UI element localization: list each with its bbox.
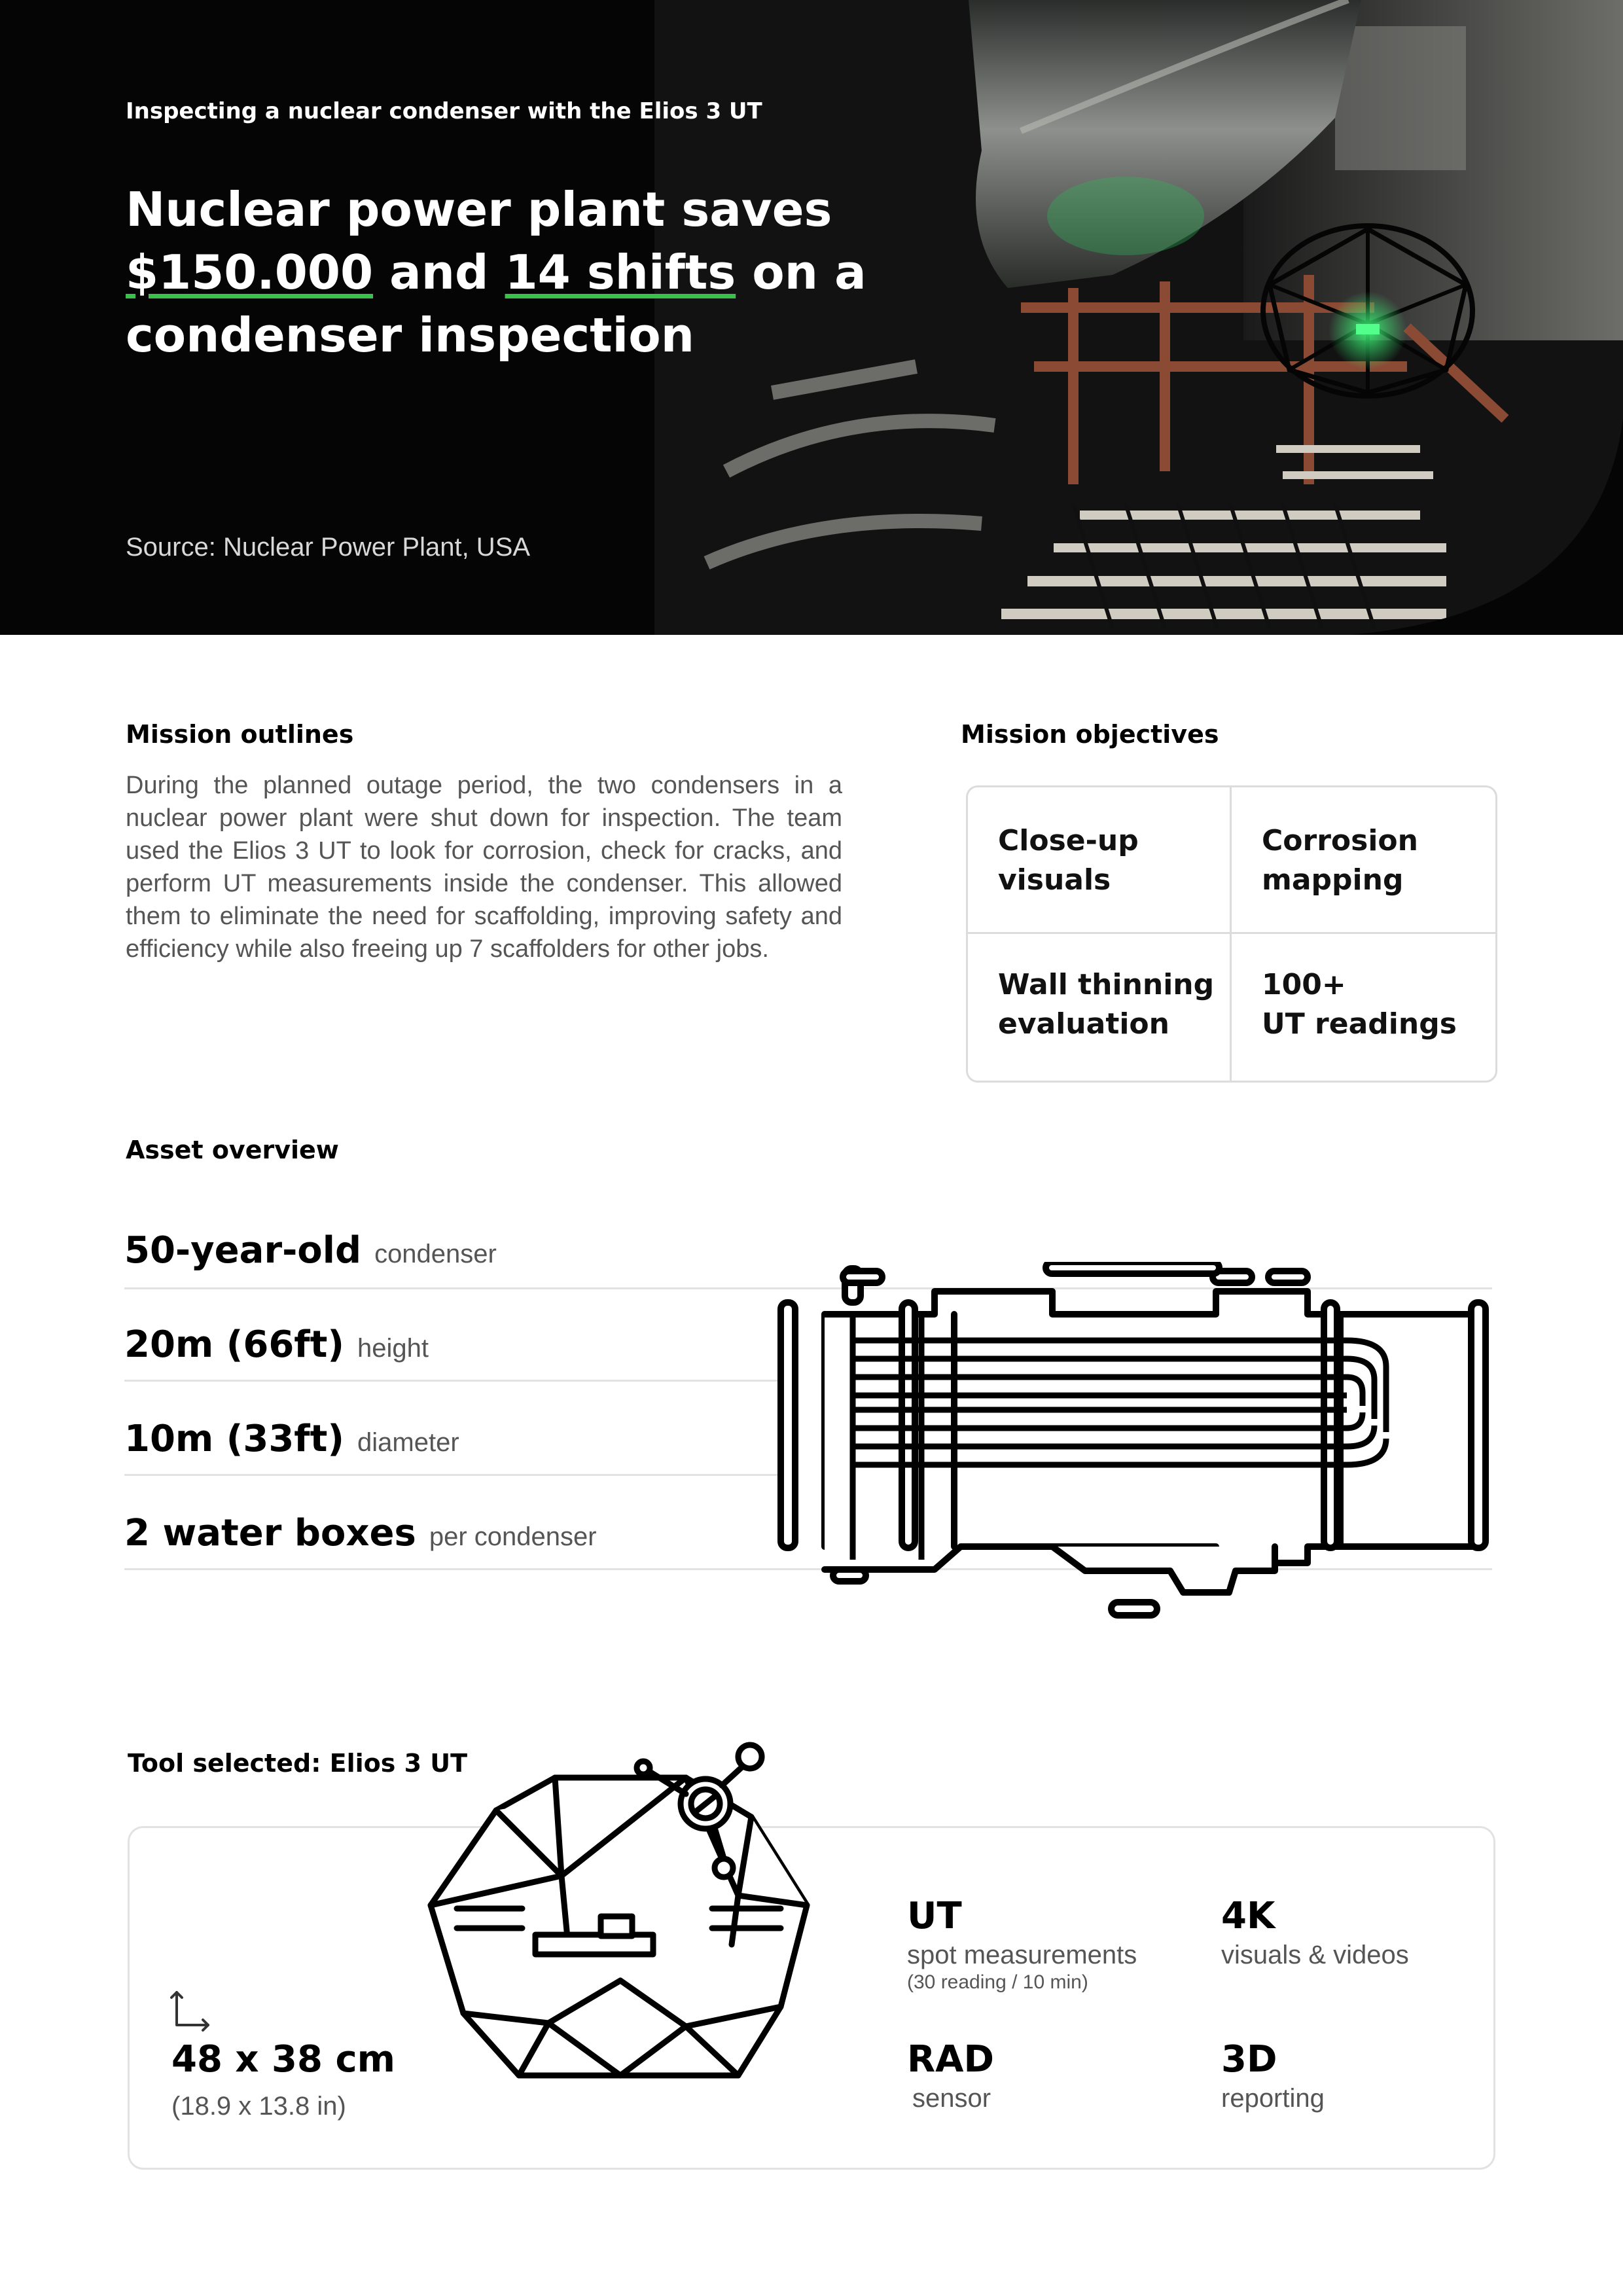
mission-outlines-heading: Mission outlines <box>126 720 354 749</box>
drone-dimensions: 48 x 38 cm <box>171 2038 396 2081</box>
spec-3d <box>1221 2037 1325 2114</box>
asset-value: 2 water boxes <box>124 1512 416 1554</box>
objective-ut-readings: 100+ UT readings <box>1262 968 1457 1041</box>
highlight-savings: $150.000 <box>126 245 374 300</box>
spec-subtitle: reporting <box>1221 2084 1325 2113</box>
elios-drone-icon <box>424 1738 817 2085</box>
spec-rad <box>907 2037 994 2114</box>
spec-subtitle: spot measurements <box>907 1941 1137 1969</box>
asset-label: condenser <box>374 1240 497 1268</box>
asset-row-height <box>124 1323 838 1366</box>
asset-label: height <box>357 1334 429 1363</box>
highlight-shifts: 14 shifts <box>505 245 736 300</box>
asset-value: 10m (33ft) <box>124 1418 345 1460</box>
asset-overview-heading: Asset overview <box>126 1136 339 1164</box>
spec-subtitle: visuals & videos <box>1221 1941 1409 1969</box>
divider <box>124 1380 779 1382</box>
objective-close-up-visuals: Close-up visuals <box>968 787 1232 934</box>
spec-title: UT <box>907 1895 962 1937</box>
dimensions-icon <box>169 1987 215 2033</box>
mission-objectives-heading: Mission objectives <box>961 720 1219 749</box>
asset-label: per condenser <box>429 1522 597 1551</box>
tool-heading: Tool selected: Elios 3 UT <box>128 1749 468 1778</box>
spec-ut <box>907 1893 1137 1994</box>
divider <box>124 1474 779 1476</box>
mission-objectives-grid <box>966 785 1497 1083</box>
objective-wall-thinning: Wall thinning evaluation <box>968 934 1232 1081</box>
asset-row-water-boxes <box>124 1512 838 1554</box>
condenser-diagram-icon <box>771 1262 1491 1628</box>
asset-value: 50-year-old <box>124 1229 362 1272</box>
hero-title: Nuclear power plant saves $150.000 and 14 shifts on a condenser inspection <box>126 182 866 363</box>
spec-4k <box>1221 1893 1409 1971</box>
hero-banner <box>0 0 1623 635</box>
hero-kicker: Inspecting a nuclear condenser with the Elios 3 UT <box>126 98 762 124</box>
asset-row-age <box>124 1229 838 1272</box>
drone-dimensions-imperial: (18.9 x 13.8 in) <box>171 2092 346 2121</box>
mission-outlines-body: During the planned outage period, the two condensers in a nuclear power plant were shut down for inspection. The team used the Elios 3 UT to look for corrosion, check for cracks, and perform UT measurements inside the condenser. This allowed them to eliminate the need for scaffolding, improving safety and efficiency while also freeing up 7 scaffolders for other jobs. <box>126 772 842 963</box>
objective-corrosion-mapping: Corrosion mapping <box>1232 787 1495 934</box>
hero-source: Source: Nuclear Power Plant, USA <box>126 533 531 562</box>
spec-note: (30 reading / 10 min) <box>907 1971 1088 1993</box>
spec-title: RAD <box>907 2038 994 2081</box>
asset-row-diameter <box>124 1418 838 1460</box>
spec-title: 3D <box>1221 2038 1277 2081</box>
spec-title: 4K <box>1221 1895 1275 1937</box>
asset-value: 20m (66ft) <box>124 1323 345 1366</box>
spec-subtitle: sensor <box>912 2084 991 2113</box>
asset-label: diameter <box>357 1428 459 1457</box>
